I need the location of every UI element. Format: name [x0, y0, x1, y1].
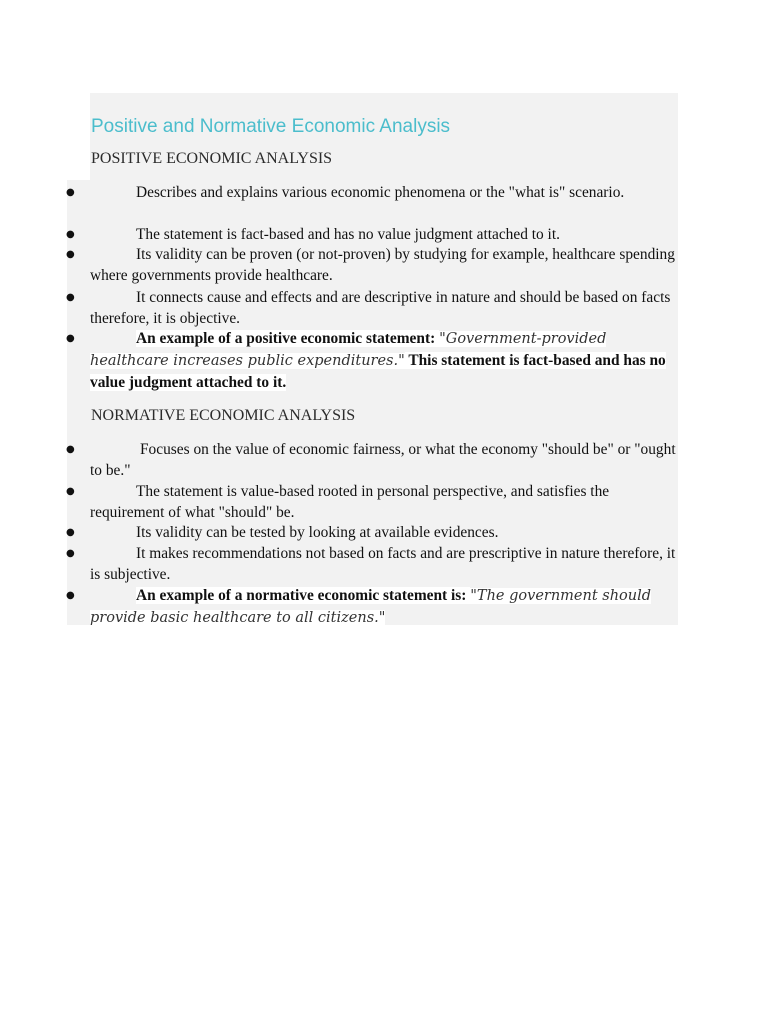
bullet-icon: ●	[66, 486, 75, 497]
page-title: Positive and Normative Economic Analysis	[91, 116, 451, 137]
positive-example: ● An example of a positive economic statement: "Government-provided healthcare increases public expenditures." This statement is fact-based and has no value judgment attached to it.	[66, 330, 666, 391]
bullet-icon: ●	[66, 333, 75, 344]
bullet-icon: ●	[66, 292, 75, 303]
positive-heading: POSITIVE ECONOMIC ANALYSIS	[91, 150, 333, 167]
positive-item-2: ● The statement is fact-based and has no value judgment attached to it.	[66, 226, 560, 243]
normative-example: ● An example of a normative economic statement is: "The government should provide basic healthcare to all citizens."	[66, 587, 652, 626]
normative-item-4: ● It makes recommendations not based on facts and are prescriptive in nature therefore, it is subjective.	[66, 545, 676, 583]
normative-heading: NORMATIVE ECONOMIC ANALYSIS	[91, 407, 356, 424]
bullet-icon: ●	[66, 444, 75, 455]
bullet-icon: ●	[66, 548, 75, 559]
positive-item-1: ● Describes and explains various economic phenomena or the "what is" scenario.	[66, 184, 625, 201]
normative-item-2: ● The statement is value-based rooted in personal perspective, and satisfies the requirement of what "should" be.	[66, 483, 610, 521]
positive-item-3: ● Its validity can be proven (or not-proven) by studying for example, healthcare spending where governments provide healthcare.	[66, 246, 675, 284]
normative-item-3: ● Its validity can be tested by looking at available evidences.	[66, 524, 499, 541]
positive-item-4: ● It connects cause and effects and are descriptive in nature and should be based on facts therefore, it is objective.	[66, 289, 671, 327]
bullet-icon: ●	[66, 527, 75, 538]
bullet-icon: ●	[66, 590, 75, 601]
bullet-icon: ●	[66, 187, 75, 198]
bullet-icon: ●	[66, 249, 75, 260]
bullet-icon: ●	[66, 229, 75, 240]
normative-item-1: ● Focuses on the value of economic fairness, or what the economy "should be" or "ought to be."	[66, 441, 676, 479]
content-background-top	[90, 93, 678, 193]
